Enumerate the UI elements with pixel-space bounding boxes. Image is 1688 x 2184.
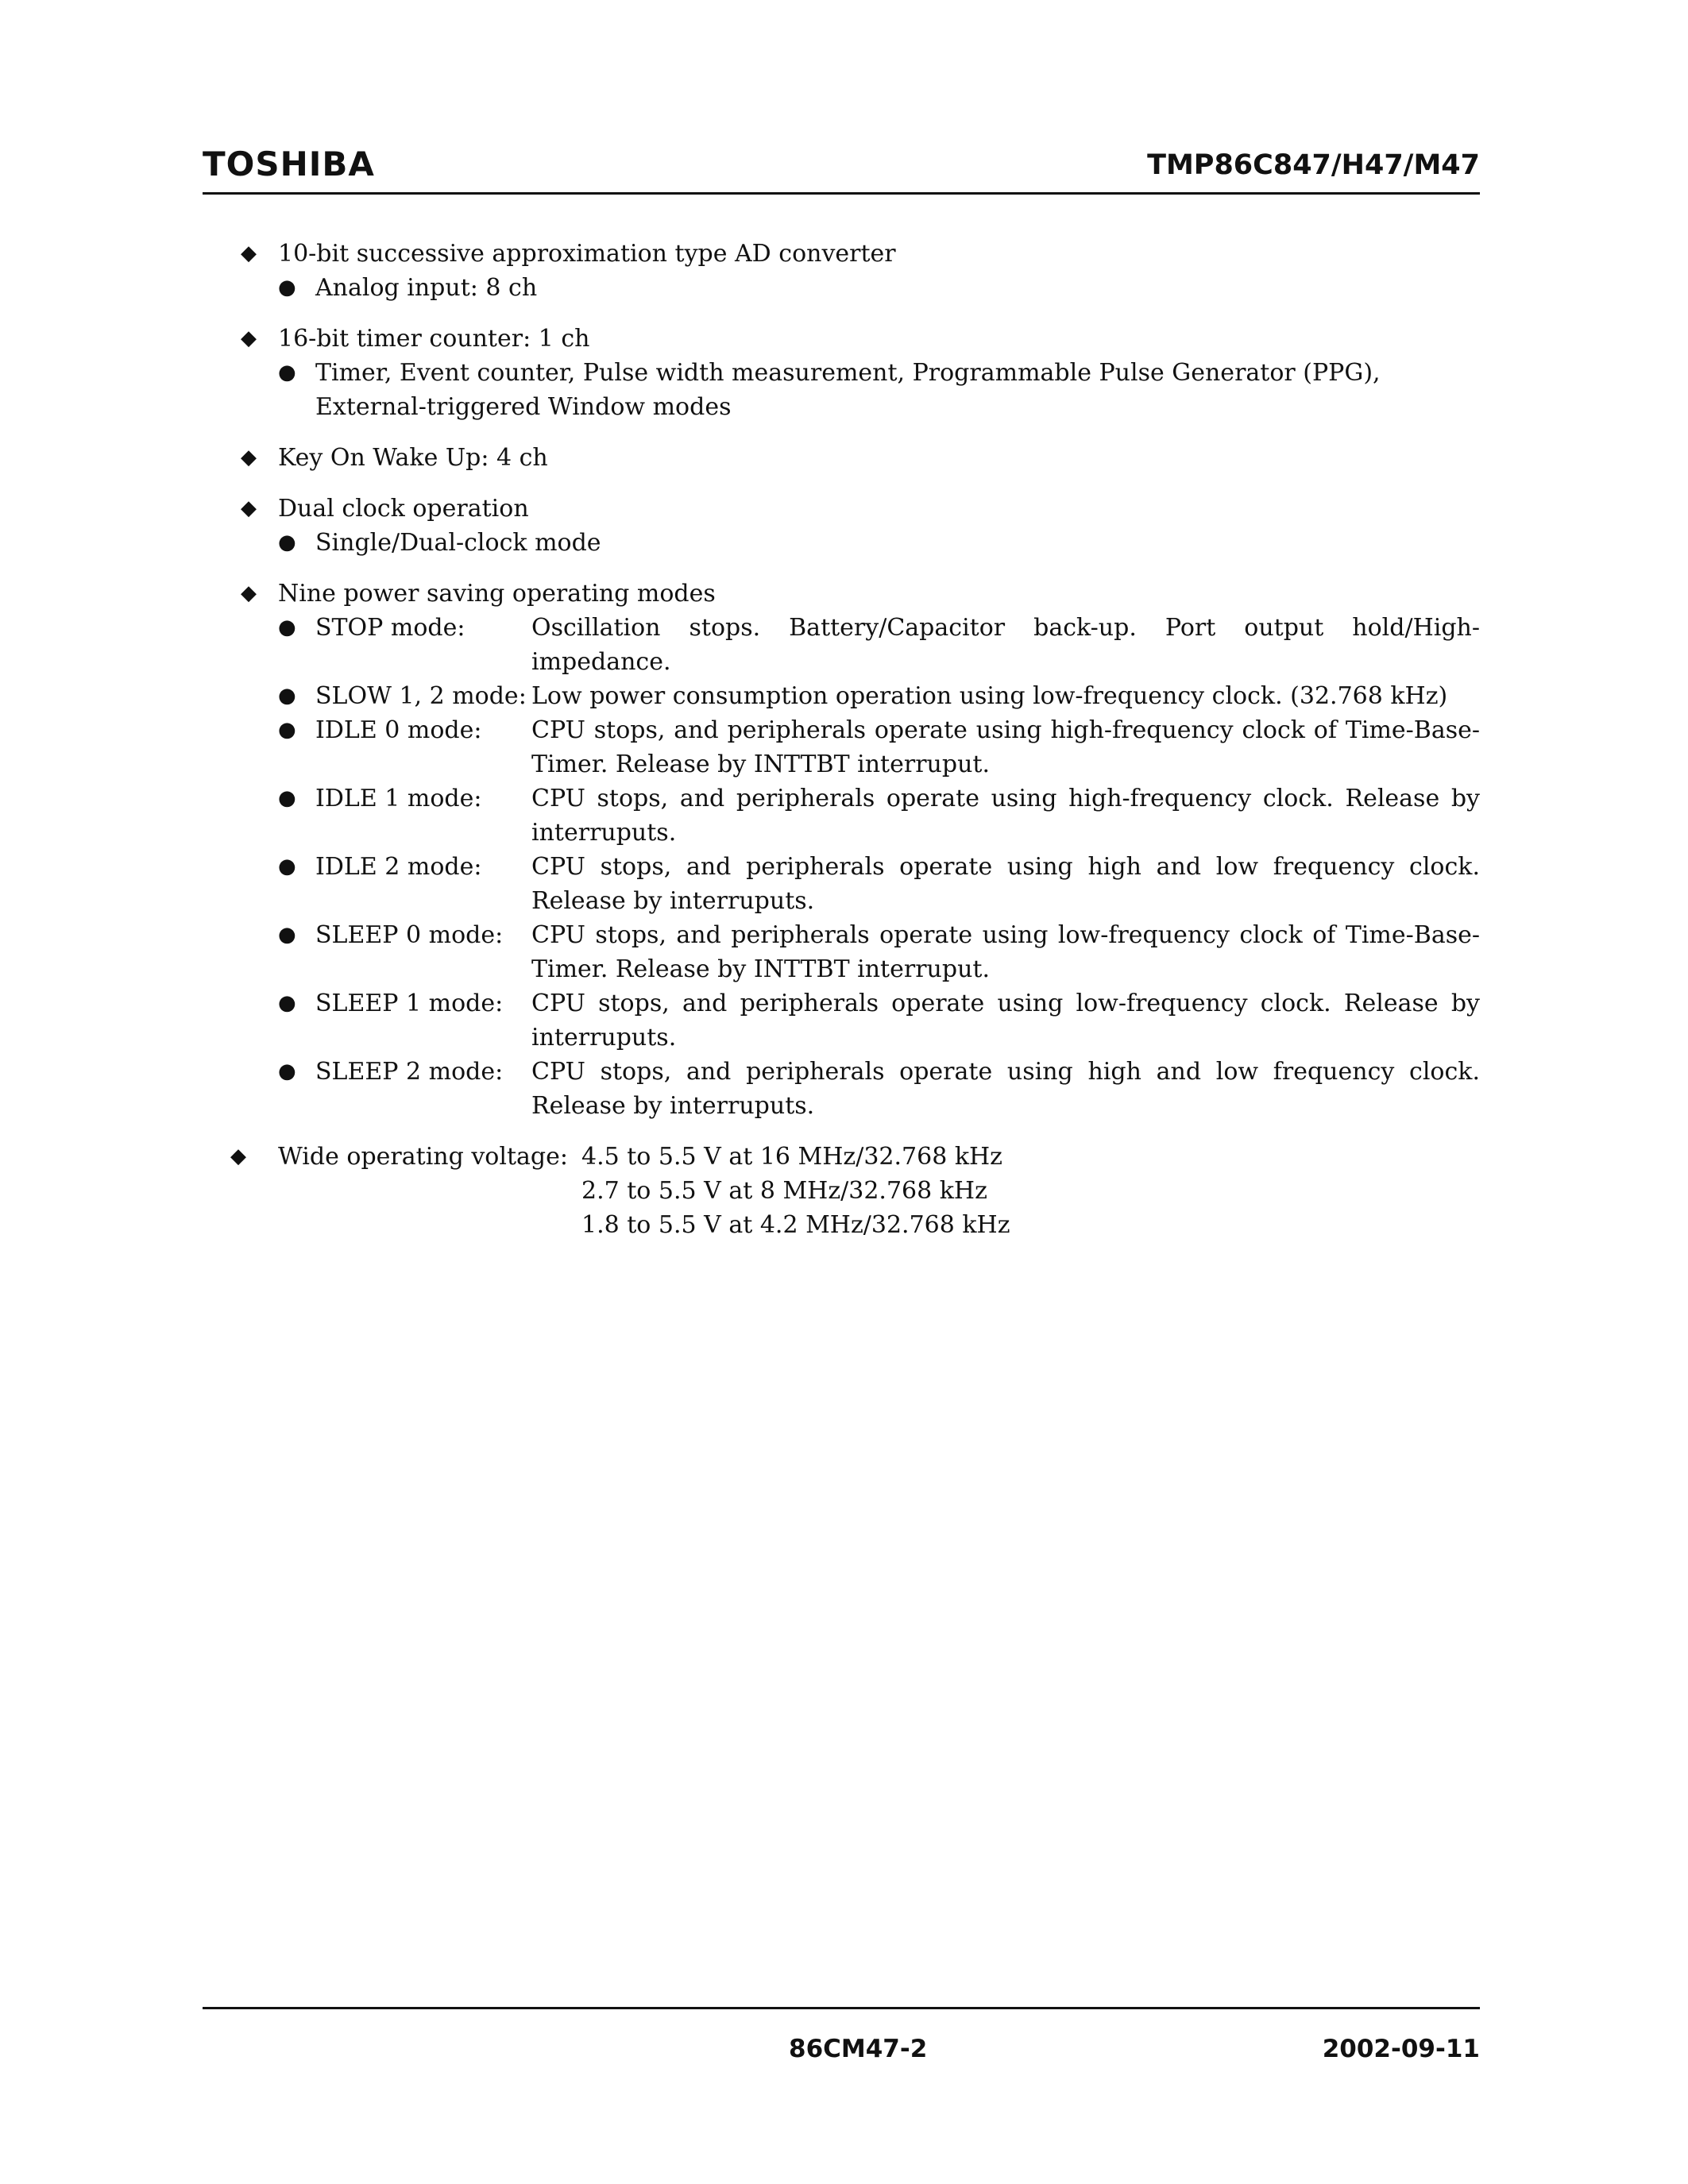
power-mode-row [278, 713, 1480, 781]
dot-bullet-icon: ● [278, 1059, 296, 1083]
brand-logo: TOSHIBA [203, 145, 375, 183]
voltage-line: 2.7 to 5.5 V at 8 MHz/32.768 kHz [581, 1177, 987, 1205]
dot-bullet-icon: ● [278, 615, 296, 639]
feature-title: Key On Wake Up: 4 ch [278, 444, 548, 472]
feature-timer-counter [203, 322, 1480, 424]
power-mode-row [278, 986, 1480, 1055]
dot-bullet-icon: ● [278, 531, 296, 554]
feature-title: 16-bit timer counter: 1 ch [278, 325, 590, 353]
mode-name: IDLE 2 mode: [315, 853, 482, 881]
list-item: ● Analog input: 8 ch [278, 271, 1480, 305]
mode-description: Low power consumption operation using low-frequency clock. (32.768 kHz) [531, 682, 1448, 710]
diamond-bullet-icon: ◆ [241, 241, 257, 265]
mode-description: Oscillation stops. Battery/Capacitor back-up. Port output hold/High-impedance. [531, 614, 1480, 676]
power-mode-row [278, 1055, 1480, 1123]
diamond-bullet-icon: ◆ [241, 581, 257, 605]
dot-bullet-icon: ● [278, 855, 296, 878]
power-mode-list [278, 611, 1480, 1123]
dot-bullet-icon: ● [278, 361, 296, 384]
power-mode-row [278, 918, 1480, 986]
diamond-bullet-icon: ◆ [241, 446, 257, 469]
power-mode-row [278, 850, 1480, 918]
mode-description: CPU stops, and peripherals operate using low-frequency clock. Release by interruputs. [531, 990, 1480, 1051]
footer-rule [203, 2007, 1480, 2009]
dot-bullet-icon: ● [278, 684, 296, 708]
mode-description: CPU stops, and peripherals operate using low-frequency clock of Time-Base-Timer. Release by INTTBT interruput. [531, 921, 1480, 983]
mode-name: SLEEP 2 mode: [315, 1058, 504, 1086]
power-mode-row [278, 611, 1480, 679]
mode-name: SLEEP 0 mode: [315, 921, 504, 949]
mode-name: SLEEP 1 mode: [315, 990, 504, 1017]
power-mode-row [278, 679, 1480, 713]
voltage-line: 1.8 to 5.5 V at 4.2 MHz/32.768 kHz [581, 1211, 1010, 1239]
mode-description: CPU stops, and peripherals operate using high-frequency clock. Release by interruputs. [531, 785, 1480, 847]
dot-bullet-icon: ● [278, 991, 296, 1015]
feature-title: 10-bit successive approximation type AD converter [278, 240, 896, 268]
feature-operating-voltage [203, 1140, 1480, 1242]
feature-key-on-wake-up [203, 441, 1480, 475]
document-date: 2002-09-11 [1322, 2035, 1480, 2063]
voltage-line: 4.5 to 5.5 V at 16 MHz/32.768 kHz [581, 1143, 1002, 1171]
mode-description: CPU stops, and peripherals operate using high and low frequency clock. Release by interruputs. [531, 853, 1480, 915]
mode-description: CPU stops, and peripherals operate using high-frequency clock of Time-Base-Timer. Release by INTTBT interruput. [531, 716, 1480, 778]
feature-dual-clock [203, 492, 1480, 560]
mode-name: IDLE 1 mode: [315, 785, 482, 812]
mode-name: IDLE 0 mode: [315, 716, 482, 744]
dot-bullet-icon: ● [278, 786, 296, 810]
header-rule [203, 192, 1480, 195]
dot-bullet-icon: ● [278, 923, 296, 947]
mode-name: SLOW 1, 2 mode: [315, 682, 527, 710]
list-item: ● Single/Dual-clock mode [278, 526, 1480, 560]
diamond-bullet-icon: ◆ [230, 1144, 246, 1168]
feature-list [203, 237, 1480, 1242]
feature-ad-converter [203, 237, 1480, 305]
power-mode-row [278, 781, 1480, 850]
feature-power-saving [203, 577, 1480, 1123]
mode-name: STOP mode: [315, 614, 465, 642]
dot-bullet-icon: ● [278, 718, 296, 742]
feature-title: Dual clock operation [278, 495, 529, 523]
list-item: ● Timer, Event counter, Pulse width measurement, Programmable Pulse Generator (PPG), External-triggered Window modes [278, 356, 1480, 424]
mode-description: CPU stops, and peripherals operate using high and low frequency clock. Release by interruputs. [531, 1058, 1480, 1120]
dot-bullet-icon: ● [278, 276, 296, 299]
feature-title: Nine power saving operating modes [278, 580, 716, 608]
diamond-bullet-icon: ◆ [241, 496, 257, 520]
document-id: 86CM47-2 [789, 2035, 928, 2063]
voltage-label: Wide operating voltage: [278, 1143, 568, 1171]
part-number: TMP86C847/H47/M47 [1147, 149, 1480, 181]
diamond-bullet-icon: ◆ [241, 326, 257, 350]
